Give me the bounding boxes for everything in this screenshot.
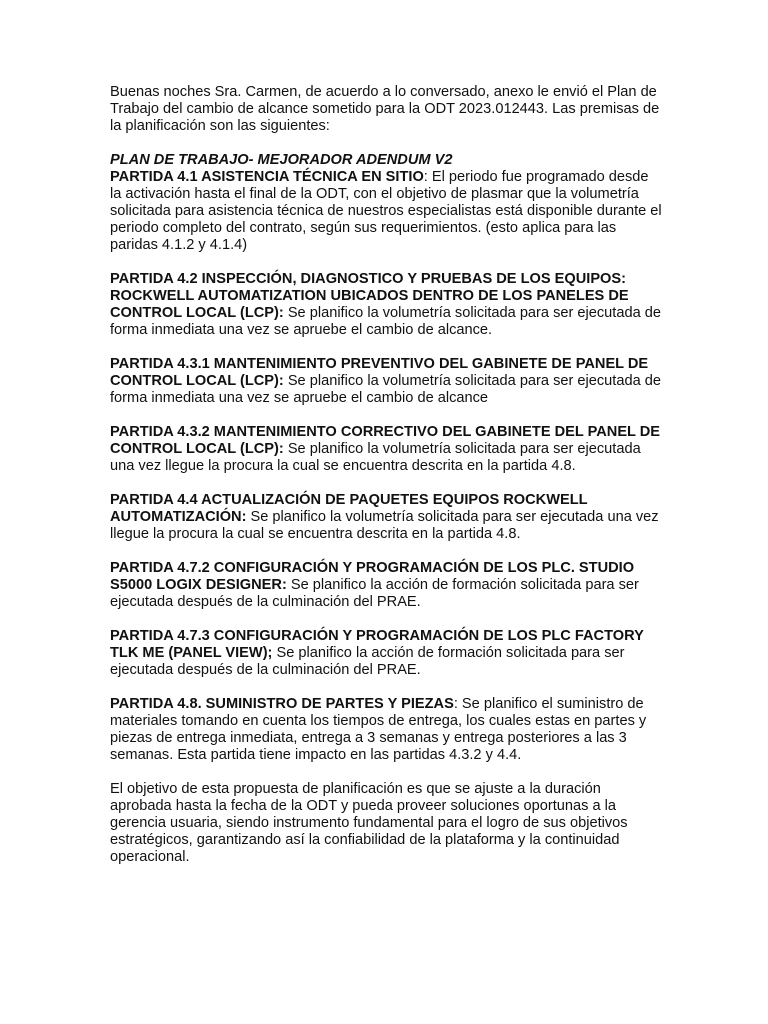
section-text: Se planifico la volumetría solicitada para ser ejecutada de forma inmediata una vez se apruebe el cambio de alcance xyxy=(110,373,661,406)
section-42 xyxy=(110,271,662,339)
section-text: Se planifico la acción de formación solicitada para ser ejecutada después de la culminación del PRAE. xyxy=(110,645,625,678)
section-title: PARTIDA 4.3.1 MANTENIMIENTO PREVENTIVO DEL GABINETE DE PANEL DE CONTROL LOCAL (LCP): xyxy=(110,356,649,389)
section-473 xyxy=(110,628,662,679)
section-title: PARTIDA 4.8. SUMINISTRO DE PARTES Y PIEZAS xyxy=(110,696,454,712)
section-title: PARTIDA 4.7.2 CONFIGURACIÓN Y PROGRAMACIÓN DE LOS PLC. STUDIO S5000 LOGIX DESIGNER: xyxy=(110,560,635,593)
section-text: Se planifico la acción de formación solicitada para ser ejecutada después de la culminación del PRAE. xyxy=(110,577,639,610)
document-body xyxy=(110,84,662,883)
section-text: : Se planifico el suministro de materiales tomando en cuenta los tiempos de entrega, los cuales estas en partes y piezas de entrega inmediata, entrega a 3 semanas y entrega posteriores a las 3 semanas. Esta partida tiene impacto en las partidas 4.3.2 y 4.4. xyxy=(110,696,647,763)
intro-paragraph: Buenas noches Sra. Carmen, de acuerdo a lo conversado, anexo le envió el Plan de Trabajo del cambio de alcance sometido para la ODT 2023.012443. Las premisas de la planificación son las siguientes: xyxy=(110,84,660,134)
section-text: Se planifico la volumetría solicitada para ser ejecutada una vez llegue la procura la cual se encuentra descrita en la partida 4.8. xyxy=(110,441,641,474)
section-title: PARTIDA 4.1 ASISTENCIA TÉCNICA EN SITIO xyxy=(110,169,424,185)
section-text: : El periodo fue programado desde la activación hasta el final de la ODT, con el objetivo de plasmar que la volumetría solicitada para asistencia técnica de nuestros especialistas está disponible durante el periodo completo del contrato, según sus requerimientos. (esto aplica para las paridas 4.1.2 y 4.1.4) xyxy=(110,169,662,253)
section-text: Se planifico la volumetría solicitada para ser ejecutada de forma inmediata una vez se apruebe el cambio de alcance. xyxy=(110,305,661,338)
section-title: PARTIDA 4.2 INSPECCIÓN, DIAGNOSTICO Y PRUEBAS DE LOS EQUIPOS: ROCKWELL AUTOMATIZATION UBICADOS DENTRO DE LOS PANELES DE CONTROL LOCAL (LCP): xyxy=(110,271,629,321)
closing-paragraph: El objetivo de esta propuesta de planificación es que se ajuste a la duración aprobada hasta la fecha de la ODT y pueda proveer soluciones oportunas a la gerencia usuaria, siendo instrumento fundamental para el logro de sus objetivos estratégicos, garantizando así la confiabilidad de la plataforma y la continuidad operacional. xyxy=(110,781,628,865)
section-472 xyxy=(110,560,662,611)
section-title: PARTIDA 4.4 ACTUALIZACIÓN DE PAQUETES EQUIPOS ROCKWELL AUTOMATIZACIÓN: xyxy=(110,492,588,525)
section-title: PARTIDA 4.3.2 MANTENIMIENTO CORRECTIVO DEL GABINETE DEL PANEL DE CONTROL LOCAL (LCP): xyxy=(110,424,661,457)
plan-title: PLAN DE TRABAJO- MEJORADOR ADENDUM V2 xyxy=(110,152,453,168)
section-44 xyxy=(110,492,662,543)
section-title: PARTIDA 4.7.3 CONFIGURACIÓN Y PROGRAMACIÓN DE LOS PLC FACTORY TLK ME (PANEL VIEW); xyxy=(110,628,644,661)
plan-section-41 xyxy=(110,152,662,254)
section-431 xyxy=(110,356,662,407)
section-432 xyxy=(110,424,662,475)
section-text: Se planifico la volumetría solicitada para ser ejecutada una vez llegue la procura la cual se encuentra descrita en la partida 4.8. xyxy=(110,509,659,542)
section-48 xyxy=(110,696,662,764)
